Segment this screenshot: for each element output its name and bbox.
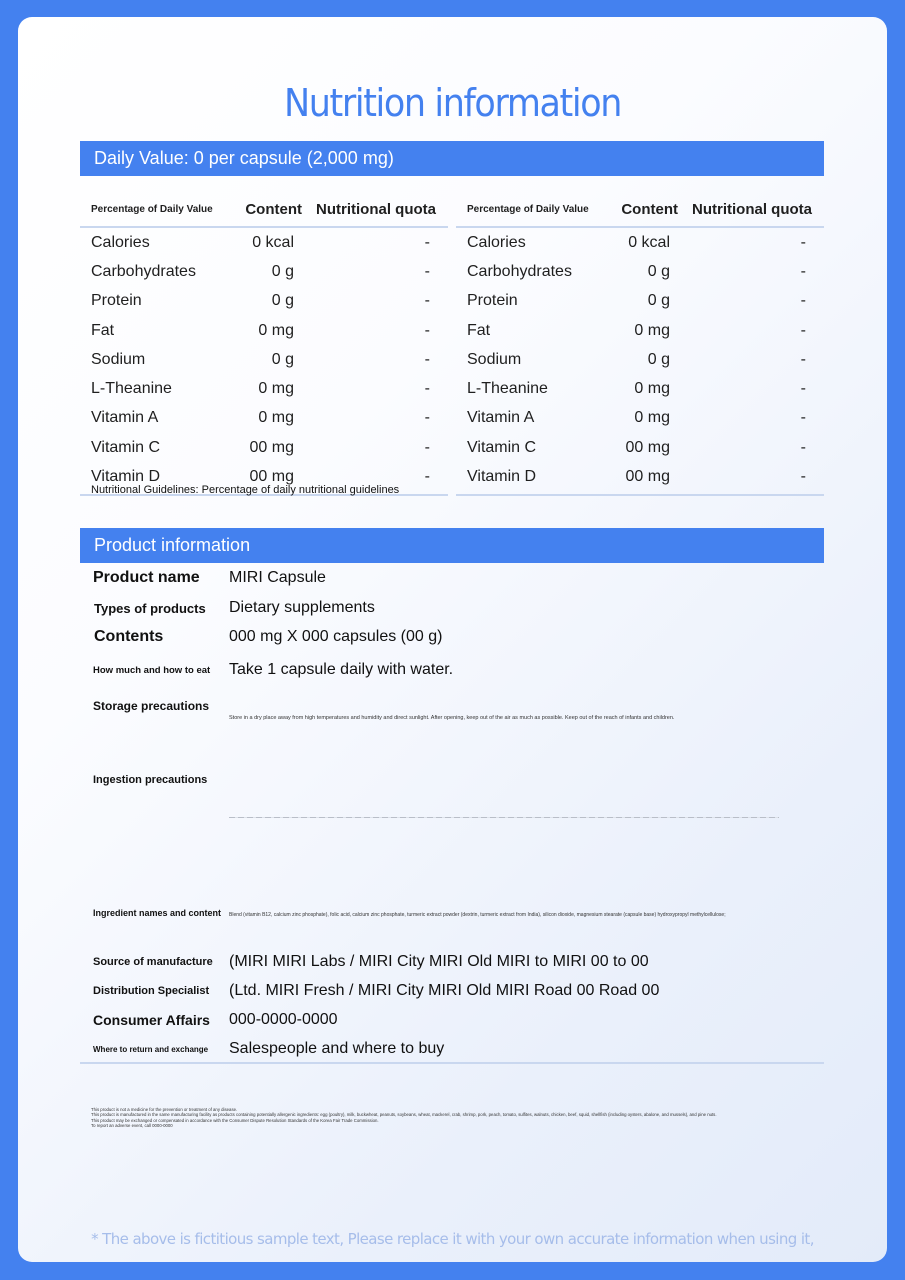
nutrient-name: Vitamin C	[91, 438, 161, 456]
ingredients-text: Blend (vitamin B12, calcium zinc phosphate), folic acid, calcium zinc phosphate, turmeric extract powder (dextrin, turmeric extract from India), silicon dioxide, magnesium stearate (capsule base) hydroxypropyl methylcellulose;	[229, 912, 726, 918]
nutrient-content: 0 mg	[258, 409, 294, 427]
nutrition-table-right	[456, 193, 824, 496]
table-row	[80, 316, 448, 345]
table-row	[80, 374, 448, 403]
nutrient-quota: -	[424, 409, 430, 427]
nutrient-content: 0 mg	[634, 380, 670, 398]
nutrient-content: 00 mg	[249, 468, 294, 486]
field-value: 000-0000-0000	[229, 1011, 338, 1028]
nutrient-quota: -	[800, 380, 806, 398]
nutrient-name: Calories	[467, 233, 526, 251]
product-info-divider	[80, 1062, 824, 1064]
nutrient-quota: -	[424, 292, 430, 310]
ingestion-precautions-text	[229, 817, 779, 818]
table-row	[456, 287, 824, 316]
table-row	[80, 345, 448, 374]
table-divider	[456, 492, 824, 496]
nutrient-content: 0 mg	[258, 321, 294, 339]
nutrient-content: 00 mg	[249, 438, 294, 456]
nutrient-name: L-Theanine	[91, 380, 172, 398]
nutrient-quota: -	[424, 350, 430, 368]
nutrient-content: 0 g	[647, 350, 670, 368]
field-value: (Ltd. MIRI Fresh / MIRI City MIRI Old MIRI Road 00 Road 00	[229, 982, 660, 999]
nutrient-quota: -	[800, 438, 806, 456]
product-type-row	[93, 597, 375, 619]
nutrient-quota: -	[800, 321, 806, 339]
manufacturer-row	[93, 951, 649, 973]
nutrient-quota: -	[424, 468, 430, 486]
nutrient-name: Vitamin C	[467, 438, 537, 456]
field-label: Ingredient names and content	[93, 908, 222, 918]
nutrient-name: Calories	[91, 233, 150, 251]
disclaimer-line: This product is manufactured in the same manufacturing facility as products containing potentially allergenic ingredients: egg (poultry), milk, buckwheat, peanuts, soybeans, wheat, mackerel, crab, shrimp, pork, peach, tomato, sulfites, walnuts, chicken, beef, squid, shellfish (including oysters, abalone, and mussels), and pine nuts.	[91, 1112, 717, 1118]
nutrient-content: 0 g	[647, 292, 670, 310]
nutrient-content: 0 mg	[634, 321, 670, 339]
table-row	[456, 228, 824, 257]
field-value: Take 1 capsule daily with water.	[229, 661, 454, 678]
nutrient-content: 0 mg	[634, 409, 670, 427]
nutrient-name: Protein	[467, 292, 518, 310]
nutrient-quota: -	[800, 468, 806, 486]
product-info-header: Product information	[80, 528, 824, 563]
nutrient-content: 0 g	[271, 350, 294, 368]
nutrient-quota: -	[424, 321, 430, 339]
nutrient-quota: -	[424, 438, 430, 456]
field-label: Types of products	[94, 600, 206, 616]
disclaimer-line: To report an adverse event, call 0000-0000	[91, 1122, 173, 1128]
disclaimer	[91, 1107, 717, 1128]
sample-text-footnote: * The above is fictitious sample text, Please replace it with your own accurate information when using it,	[91, 1230, 814, 1248]
field-value: Salespeople and where to buy	[229, 1040, 445, 1057]
storage-row	[93, 697, 229, 715]
field-value: (MIRI MIRI Labs / MIRI City MIRI Old MIRI to MIRI 00 to 00	[229, 953, 649, 970]
nutrient-name: Vitamin A	[91, 409, 159, 427]
nutrient-name: Vitamin D	[91, 468, 161, 486]
field-label: Storage precautions	[93, 699, 210, 713]
nutrient-content: 0 g	[271, 292, 294, 310]
nutrient-quota: -	[800, 350, 806, 368]
nutrient-quota: -	[800, 262, 806, 280]
nutrient-name: Sodium	[467, 350, 522, 368]
distributor-row	[93, 980, 659, 1002]
field-label: Distribution Specialist	[93, 985, 210, 997]
field-label: Consumer Affairs	[93, 1012, 210, 1028]
storage-precautions-text: Store in a dry place away from high temperatures and humidity and direct sunlight. After opening, keep out of the air as much as possible. Keep out of the reach of infants and children.	[229, 715, 675, 721]
field-label: Where to return and exchange	[93, 1044, 209, 1054]
nutrient-content: 0 kcal	[252, 233, 294, 251]
column-header: Content	[621, 201, 678, 218]
nutrient-name: Protein	[91, 292, 142, 310]
field-value: 000 mg X 000 capsules (00 g)	[229, 628, 443, 645]
field-value: Dietary supplements	[229, 599, 375, 616]
nutrient-name: Sodium	[91, 350, 146, 368]
page-title: Nutrition information	[284, 81, 621, 125]
nutrient-content: 0 g	[271, 262, 294, 280]
column-header: Content	[245, 201, 302, 218]
nutrient-name: Vitamin A	[467, 409, 535, 427]
nutrient-content: 00 mg	[625, 438, 670, 456]
table-header	[456, 193, 824, 228]
contents-row	[93, 626, 442, 648]
table-row	[80, 228, 448, 257]
nutrient-name: Vitamin D	[467, 468, 537, 486]
disclaimer-line: This product may be exchanged or compensated in accordance with the Consumer Dispute Resolution Standards of the Korea Fair Trade Commission.	[91, 1117, 379, 1123]
nutrition-table-left	[80, 193, 448, 496]
disclaimer-line: This product is not a medicine for the prevention or treatment of any disease.	[91, 1107, 238, 1112]
column-header: Nutritional quota	[692, 201, 812, 218]
nutrient-content: 0 mg	[258, 380, 294, 398]
nutrient-quota: -	[800, 233, 806, 251]
field-label: Product name	[93, 569, 200, 586]
ingredients-row	[93, 905, 229, 921]
guideline-note: Nutritional Guidelines: Percentage of daily nutritional guidelines	[91, 484, 400, 496]
table-row	[456, 433, 824, 462]
table-row	[456, 345, 824, 374]
nutrient-name: L-Theanine	[467, 380, 548, 398]
nutrient-quota: -	[424, 233, 430, 251]
field-label: Source of manufacture	[93, 956, 213, 968]
column-header: Percentage of Daily Value	[91, 204, 213, 215]
field-label: Contents	[94, 628, 164, 645]
returns-row	[93, 1038, 444, 1060]
table-row	[80, 433, 448, 462]
nutrient-quota: -	[424, 262, 430, 280]
nutrient-name: Fat	[467, 321, 491, 339]
field-value: MIRI Capsule	[229, 569, 326, 586]
table-row	[80, 257, 448, 286]
field-label: Ingestion precautions	[93, 774, 208, 786]
nutrient-name: Carbohydrates	[91, 262, 196, 280]
table-header	[80, 193, 448, 228]
nutrient-name: Carbohydrates	[467, 262, 572, 280]
nutrient-name: Fat	[91, 321, 115, 339]
nutrient-quota: -	[800, 292, 806, 310]
table-row	[80, 404, 448, 433]
ingestion-row	[93, 772, 229, 788]
table-row	[456, 257, 824, 286]
table-row	[456, 404, 824, 433]
field-label: How much and how to eat	[93, 664, 211, 676]
table-row	[456, 316, 824, 345]
nutrient-quota: -	[800, 409, 806, 427]
daily-value-header: Daily Value: 0 per capsule (2,000 mg)	[80, 141, 824, 176]
table-row	[456, 374, 824, 403]
nutrient-quota: -	[424, 380, 430, 398]
nutrition-label-card	[18, 17, 887, 1262]
consumer-affairs-row	[93, 1009, 338, 1031]
nutrient-content: 0 kcal	[628, 233, 670, 251]
nutrient-content: 0 g	[647, 262, 670, 280]
table-row	[456, 462, 824, 491]
nutrient-content: 00 mg	[625, 468, 670, 486]
how-to-eat-row	[93, 659, 453, 681]
column-header: Percentage of Daily Value	[467, 204, 589, 215]
product-name-row	[93, 567, 326, 589]
table-row	[80, 287, 448, 316]
column-header: Nutritional quota	[316, 201, 436, 218]
